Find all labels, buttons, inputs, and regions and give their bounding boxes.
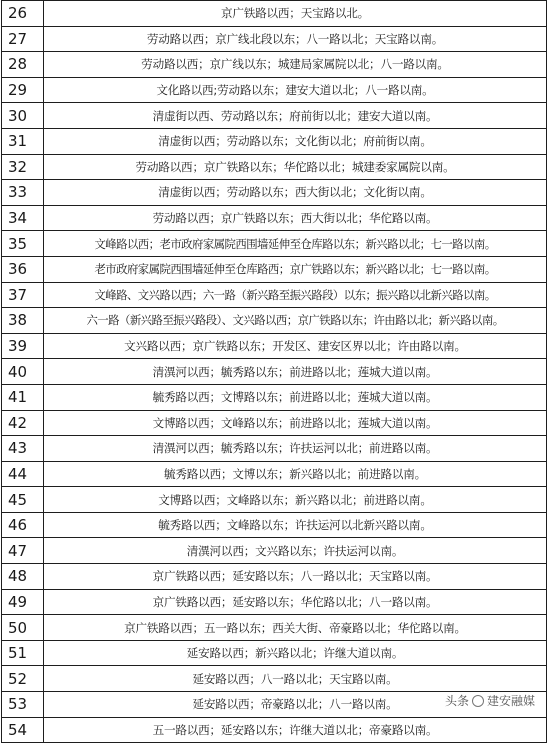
row-boundary-description: 清潩河以西；毓秀路以东；前进路以北；莲城大道以南。 bbox=[44, 359, 547, 385]
table-row bbox=[2, 154, 547, 180]
table-row bbox=[2, 359, 547, 385]
table-row bbox=[2, 333, 547, 359]
watermark-suffix: 建安融媒 bbox=[486, 694, 535, 708]
row-number: 34 bbox=[2, 205, 44, 231]
row-boundary-description: 劳动路以西；京广铁路以东；华佗路以北；城建委家属院以南。 bbox=[44, 154, 547, 180]
table-row bbox=[2, 103, 547, 129]
row-number: 33 bbox=[2, 180, 44, 206]
row-boundary-description: 京广铁路以西；延安路以东；华佗路以北；八一路以南。 bbox=[44, 589, 547, 615]
table-row bbox=[2, 282, 547, 308]
row-number: 53 bbox=[2, 692, 44, 718]
circle-logo-icon bbox=[472, 695, 484, 707]
row-boundary-description: 文峰路以西；老市政府家属院西围墙延伸至仓库路以东；新兴路以北；七一路以南。 bbox=[44, 231, 547, 257]
row-boundary-description: 延安路以西；新兴路以北；许继大道以南。 bbox=[44, 640, 547, 666]
table-row bbox=[2, 26, 547, 52]
table-row bbox=[2, 436, 547, 462]
row-boundary-description: 毓秀路以西；文博以东；新兴路以北；前进路以南。 bbox=[44, 461, 547, 487]
area-table bbox=[1, 0, 547, 743]
row-boundary-description: 文兴路以西；京广铁路以东；开发区、建安区界以北；许由路以南。 bbox=[44, 333, 547, 359]
row-boundary-description: 京广铁路以西；天宝路以北。 bbox=[44, 1, 547, 27]
row-number: 32 bbox=[2, 154, 44, 180]
table-row bbox=[2, 1, 547, 27]
row-number: 50 bbox=[2, 615, 44, 641]
row-number: 41 bbox=[2, 384, 44, 410]
table-row bbox=[2, 717, 547, 743]
row-number: 49 bbox=[2, 589, 44, 615]
row-boundary-description: 清虚街以西、劳动路以东；府前街以北；建安大道以南。 bbox=[44, 103, 547, 129]
row-number: 27 bbox=[2, 26, 44, 52]
row-boundary-description: 清潩河以西；文兴路以东；许扶运河以南。 bbox=[44, 538, 547, 564]
row-number: 42 bbox=[2, 410, 44, 436]
row-number: 30 bbox=[2, 103, 44, 129]
row-number: 35 bbox=[2, 231, 44, 257]
row-boundary-description: 劳动路以西；京广线以东；城建局家属院以北；八一路以南。 bbox=[44, 52, 547, 78]
table-row bbox=[2, 666, 547, 692]
table-row bbox=[2, 615, 547, 641]
table-row bbox=[2, 231, 547, 257]
table-row bbox=[2, 410, 547, 436]
table-row bbox=[2, 512, 547, 538]
row-number: 52 bbox=[2, 666, 44, 692]
table-row bbox=[2, 256, 547, 282]
row-number: 40 bbox=[2, 359, 44, 385]
row-number: 29 bbox=[2, 77, 44, 103]
table-row bbox=[2, 461, 547, 487]
table-row bbox=[2, 487, 547, 513]
row-number: 47 bbox=[2, 538, 44, 564]
row-number: 26 bbox=[2, 1, 44, 27]
row-boundary-description: 老市政府家属院西围墙延伸至仓库路西；京广铁路以东；新兴路以北；七一路以南。 bbox=[44, 256, 547, 282]
row-boundary-description: 文博路以西；文峰路以东；前进路以北；莲城大道以南。 bbox=[44, 410, 547, 436]
row-boundary-description: 毓秀路以西；文峰路以东；许扶运河以北新兴路以南。 bbox=[44, 512, 547, 538]
row-boundary-description: 文化路以西;劳动路以东；建安大道以北；八一路以南。 bbox=[44, 77, 547, 103]
row-number: 37 bbox=[2, 282, 44, 308]
table-row bbox=[2, 205, 547, 231]
row-boundary-description: 劳动路以西；京广铁路以东；西大街以北；华佗路以南。 bbox=[44, 205, 547, 231]
table-row bbox=[2, 308, 547, 334]
row-number: 46 bbox=[2, 512, 44, 538]
row-boundary-description: 京广铁路以西；五一路以东；西关大街、帝豪路以北；华佗路以南。 bbox=[44, 615, 547, 641]
table-row bbox=[2, 180, 547, 206]
table-row bbox=[2, 52, 547, 78]
row-number: 28 bbox=[2, 52, 44, 78]
row-boundary-description: 毓秀路以西；文博路以东；前进路以北；莲城大道以南。 bbox=[44, 384, 547, 410]
row-number: 54 bbox=[2, 717, 44, 743]
row-boundary-description: 文峰路、文兴路以西；六一路（新兴路至振兴路段）以东；振兴路以北新兴路以南。 bbox=[44, 282, 547, 308]
row-boundary-description: 清虚街以西；劳动路以东；文化街以北；府前街以南。 bbox=[44, 128, 547, 154]
table-row bbox=[2, 589, 547, 615]
row-boundary-description: 文博路以西；文峰路以东；新兴路以北；前进路以南。 bbox=[44, 487, 547, 513]
watermark-prefix: 头条 bbox=[444, 694, 469, 708]
row-boundary-description: 劳动路以西；京广线北段以东；八一路以北；天宝路以南。 bbox=[44, 26, 547, 52]
row-number: 39 bbox=[2, 333, 44, 359]
row-boundary-description: 清虚街以西；劳动路以东；西大街以北；文化街以南。 bbox=[44, 180, 547, 206]
row-number: 45 bbox=[2, 487, 44, 513]
watermark bbox=[443, 692, 537, 709]
area-table-body bbox=[2, 1, 547, 743]
table-row bbox=[2, 77, 547, 103]
row-boundary-description: 五一路以西；延安路以东；许继大道以北；帝豪路以南。 bbox=[44, 717, 547, 743]
row-number: 36 bbox=[2, 256, 44, 282]
row-number: 44 bbox=[2, 461, 44, 487]
row-number: 31 bbox=[2, 128, 44, 154]
table-row bbox=[2, 564, 547, 590]
row-number: 43 bbox=[2, 436, 44, 462]
row-boundary-description: 延安路以西；八一路以北；天宝路以南。 bbox=[44, 666, 547, 692]
table-row bbox=[2, 384, 547, 410]
row-boundary-description: 清潩河以西；毓秀路以东；许扶运河以北；前进路以南。 bbox=[44, 436, 547, 462]
row-boundary-description: 京广铁路以西；延安路以东；八一路以北；天宝路以南。 bbox=[44, 564, 547, 590]
table-row bbox=[2, 538, 547, 564]
row-number: 51 bbox=[2, 640, 44, 666]
table-row bbox=[2, 640, 547, 666]
row-number: 38 bbox=[2, 308, 44, 334]
row-boundary-description: 延安路以西；帝豪路以北；八一路以南。 bbox=[44, 692, 547, 718]
table-row bbox=[2, 128, 547, 154]
row-boundary-description: 六一路（新兴路至振兴路段）、文兴路以西；京广铁路以东；许由路以北；新兴路以南。 bbox=[44, 308, 547, 334]
row-number: 48 bbox=[2, 564, 44, 590]
